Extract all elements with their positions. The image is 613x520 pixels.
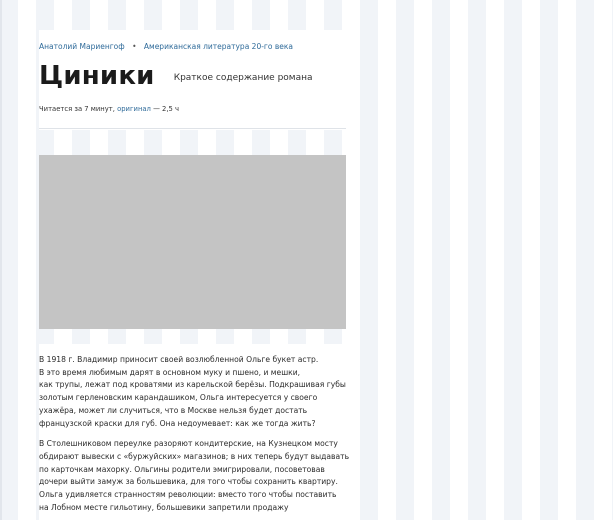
header-divider (39, 128, 346, 129)
article-column (39, 0, 350, 520)
paragraph-line: дочери выйти замуж за большевика, для того чтобы сохранить квартиру. (39, 477, 338, 487)
paragraph-line: Ольга удивляется странностям революции: вместо того чтобы поставить (39, 490, 337, 500)
original-duration: — 2,5 ч (153, 105, 180, 113)
breadcrumb-separator: • (132, 42, 137, 51)
paragraph-line: как трупы, лежат под кроватями из карельской берёзы. Подкрашивая губы (39, 380, 346, 390)
paragraph-line: золотым герленовским карандашиком, Ольга интересуется у своего (39, 393, 318, 403)
breadcrumb (39, 42, 293, 52)
page-edge (0, 0, 2, 520)
paragraph-line: французской краски для губ. Она недоумевает: как же тогда жить? (39, 418, 316, 428)
page-title: Циники (39, 61, 155, 91)
breadcrumb-author-link[interactable]: Анатолий Мариенгоф (39, 42, 125, 51)
paragraph-line: В 1918 г. Владимир приносит своей возлюбленной Ольге букет астр. (39, 355, 319, 364)
paragraph-line: на Лобном месте гильотину, большевики запретили продажу (39, 502, 289, 512)
original-link[interactable]: оригинал (117, 105, 151, 113)
paragraph-1 (39, 354, 349, 430)
paragraph-line: ухажёра, может ли случиться, что в Москве нельзя будет достать (39, 405, 308, 415)
summary-text (39, 354, 349, 520)
paragraph-line: В это время любимым дарят в основном муку и пшено, и мешки, (39, 367, 301, 377)
paragraph-line: В Столешниковом переулке разоряют кондитерские, на Кузнецком мосту (39, 439, 338, 449)
paragraph-line: по карточкам махорку. Ольгины родители эмигрировали, посоветовав (39, 464, 325, 474)
paragraph-line: обдирают вывески с «буржуйских» магазинов; в них теперь будут выдавать (39, 451, 350, 461)
paragraph-2 (39, 438, 349, 514)
reading-time (39, 104, 179, 114)
title-row (39, 60, 313, 92)
reading-time-text: Читается за 7 минут, (39, 105, 115, 113)
cover-image-placeholder (39, 155, 346, 329)
page-subtitle: Краткое содержание романа (173, 73, 313, 83)
breadcrumb-category-link[interactable]: Американская литература 20-го века (143, 42, 293, 51)
